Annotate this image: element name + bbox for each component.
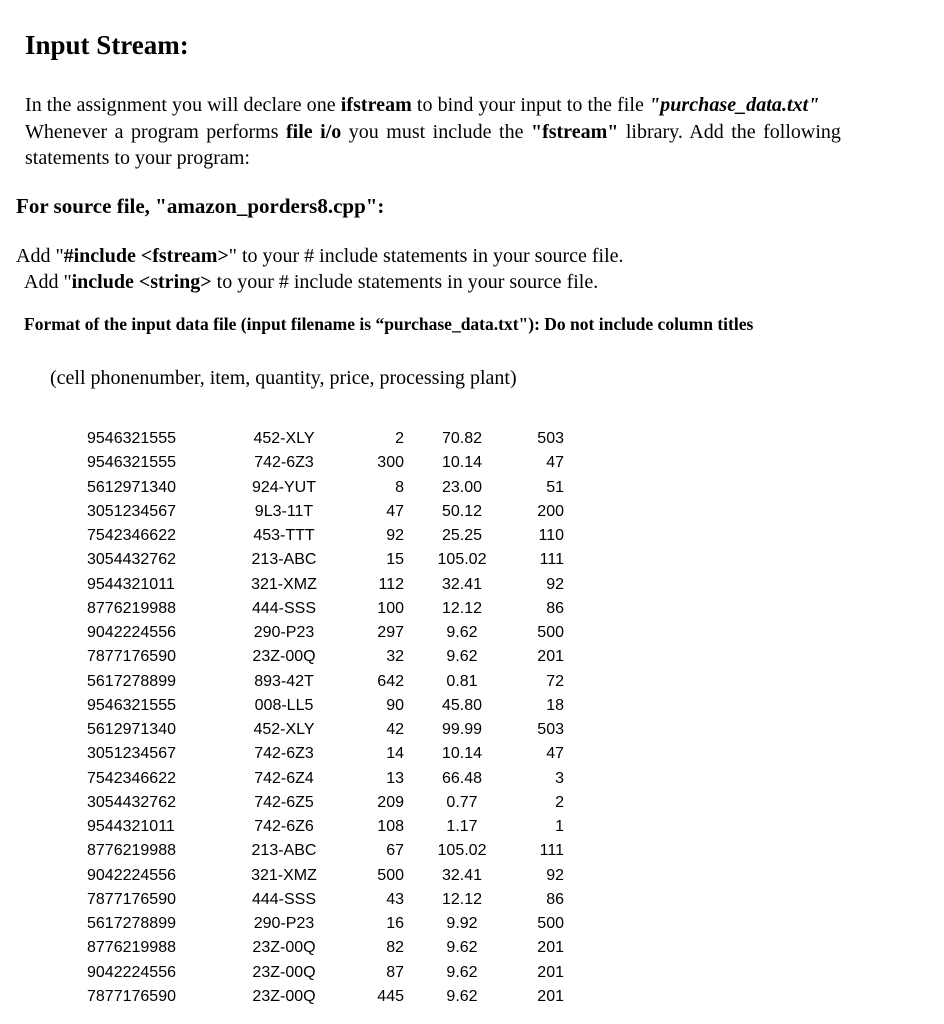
table-row [0,815,944,839]
quantity: 642 [377,672,404,690]
item-code: 290-P23 [253,624,315,641]
item-code: 924-YUT [251,478,317,496]
ifstream-keyword: ifstream [340,94,412,116]
processing-plant: 500 [537,915,564,932]
cell-phone-number: 9544321011 [87,818,175,835]
item-code: 213-ABC [251,551,317,569]
intro-line-2 [25,119,915,146]
price: 25.25 [441,527,483,544]
price: 12.12 [441,890,483,908]
quantity: 87 [386,963,404,981]
price: 12.12 [441,599,483,617]
price: 23.00 [441,478,483,496]
item-code: 23Z-00Q [252,963,316,981]
include-string-instruction [24,271,598,294]
processing-plant: 500 [537,624,564,641]
item-code: 008-LL5 [254,696,314,714]
quantity: 82 [386,939,404,957]
instruction-text: " to your # include statements in your source file. [228,245,624,267]
processing-plant: 3 [555,769,564,787]
include-fstream-code: #include <fstream> [63,245,229,267]
cell-phone-number: 8776219988 [87,842,176,860]
price: 105.02 [437,842,487,860]
item-code: 23Z-00Q [252,939,316,957]
price: 9.62 [446,987,478,1005]
table-row [0,864,944,888]
cell-phone-number: 9544321011 [87,575,175,593]
price: 66.48 [441,769,483,787]
cell-phone-number: 5617278899 [87,672,176,690]
cell-phone-number: 7877176590 [87,648,176,666]
page-title: Input Stream: [25,30,189,60]
quantity: 500 [377,866,404,884]
columns-description: (cell phonenumber, item, quantity, price, processing plant) [50,367,517,389]
cell-phone-number: 5612971340 [87,721,176,738]
cell-phone-number: 3051234567 [87,502,176,520]
price: 32.41 [441,866,483,884]
intro-text: In the assignment you will declare one [25,94,341,116]
item-code: 742-6Z3 [254,454,314,472]
item-code: 893-42T [254,672,314,690]
processing-plant: 1 [555,818,564,835]
quantity: 108 [377,818,404,835]
price: 9.62 [446,939,478,957]
processing-plant: 201 [537,987,564,1005]
processing-plant: 92 [546,575,564,593]
price: 9.62 [446,648,478,666]
processing-plant: 86 [546,890,564,908]
cell-phone-number: 7542346622 [87,769,176,787]
price: 0.77 [446,793,478,811]
processing-plant: 47 [546,745,564,763]
instruction-text: Add " [16,245,64,267]
price: 0.81 [446,672,478,690]
intro-text: to bind your input to the file [411,94,650,116]
item-code: 23Z-00Q [252,648,316,666]
processing-plant: 111 [539,551,564,569]
item-code: 213-ABC [251,842,317,860]
cell-phone-number: 3054432762 [87,551,176,569]
price: 99.99 [441,721,483,738]
processing-plant: 92 [546,866,564,884]
quantity: 297 [377,624,404,641]
processing-plant: 200 [537,502,564,520]
quantity: 14 [386,745,404,763]
quantity: 112 [378,575,404,593]
quantity: 16 [386,915,404,932]
table-row [0,767,944,791]
price: 9.62 [446,963,478,981]
cell-phone-number: 9042224556 [87,624,176,641]
table-row [0,645,944,669]
cell-phone-number: 5617278899 [87,915,176,932]
cell-phone-number: 9546321555 [87,430,176,447]
quantity: 15 [386,551,404,569]
cell-phone-number: 8776219988 [87,939,176,957]
cell-phone-number: 9042224556 [87,963,176,981]
item-code: 321-XMZ [251,575,317,593]
processing-plant: 201 [537,648,564,666]
price: 9.92 [446,915,478,932]
table-row [0,888,944,912]
processing-plant: 47 [546,454,564,472]
item-code: 23Z-00Q [252,987,316,1005]
table-row [0,573,944,597]
quantity: 13 [386,769,404,787]
item-code: 444-SSS [251,890,317,908]
table-row [0,670,944,694]
item-code: 452-XLY [253,430,315,447]
processing-plant: 18 [546,696,564,714]
processing-plant: 51 [546,478,564,496]
table-row [0,621,944,645]
price: 45.80 [441,696,483,714]
table-row [0,597,944,621]
table-row [0,500,944,524]
table-row [0,694,944,718]
item-code: 742-6Z4 [254,769,314,787]
item-code: 9L3-11T [254,502,314,520]
table-row [0,451,944,475]
table-row [0,742,944,766]
source-file-heading: For source file, "amazon_porders8.cpp": [16,194,385,218]
item-code: 453-TTT [253,527,315,544]
processing-plant: 86 [546,599,564,617]
cell-phone-number: 5612971340 [87,478,176,496]
item-code: 290-P23 [253,915,315,932]
item-code: 742-6Z6 [254,818,314,835]
quantity: 42 [386,721,404,738]
processing-plant: 503 [537,430,564,447]
processing-plant: 110 [538,527,564,544]
quantity: 32 [386,648,404,666]
cell-phone-number: 3054432762 [87,793,176,811]
quantity: 8 [395,478,404,496]
processing-plant: 201 [537,963,564,981]
fstream-library-name: "fstream" [530,120,619,143]
quantity: 92 [386,527,404,544]
price: 70.82 [441,430,483,447]
item-code: 452-XLY [253,721,315,738]
purchase-data-table [0,427,944,1009]
quantity: 2 [395,430,404,447]
item-code: 444-SSS [251,599,317,617]
table-row [0,524,944,548]
cell-phone-number: 9042224556 [87,866,176,884]
table-row [0,985,944,1009]
price: 1.17 [446,818,478,835]
table-row [0,839,944,863]
quantity: 43 [386,890,404,908]
processing-plant: 2 [555,793,564,811]
instruction-text: to your # include statements in your source file. [211,271,599,293]
table-row [0,718,944,742]
processing-plant: 72 [546,672,564,690]
instruction-text: Add " [24,271,72,293]
processing-plant: 201 [537,939,564,957]
input-filename: "purchase_data.txt" [649,94,820,116]
table-row [0,476,944,500]
table-row [0,548,944,572]
price: 9.62 [446,624,478,641]
price: 105.02 [437,551,487,569]
intro-text: library. Add the following [618,120,841,143]
price: 32.41 [441,575,483,593]
intro-text: you must include the [341,120,531,143]
price: 10.14 [441,454,483,472]
processing-plant: 503 [537,721,564,738]
cell-phone-number: 8776219988 [87,599,176,617]
quantity: 90 [386,696,404,714]
cell-phone-number: 3051234567 [87,745,176,763]
table-row [0,427,944,451]
table-row [0,791,944,815]
cell-phone-number: 9546321555 [87,454,176,472]
processing-plant: 111 [539,842,564,860]
quantity: 100 [377,599,404,617]
intro-line-1 [25,92,915,119]
table-row [0,961,944,985]
cell-phone-number: 7877176590 [87,890,176,908]
table-row [0,912,944,936]
include-fstream-instruction [16,245,624,268]
include-string-code: include <string> [71,271,212,293]
intro-paragraph [25,92,915,172]
cell-phone-number: 9546321555 [87,696,176,714]
intro-text: Whenever a program performs [25,120,286,143]
quantity: 300 [377,454,404,472]
price: 50.12 [441,502,483,520]
item-code: 321-XMZ [251,866,317,884]
item-code: 742-6Z5 [254,793,314,811]
table-row [0,936,944,960]
format-note: Format of the input data file (input filename is “purchase_data.txt"): Do not include column titles [24,314,754,334]
cell-phone-number: 7877176590 [87,987,176,1005]
quantity: 47 [386,502,404,520]
quantity: 67 [386,842,404,860]
file-io-keyword: file i/o [286,120,342,143]
intro-line-3: statements to your program: [25,147,250,169]
quantity: 445 [377,987,404,1005]
cell-phone-number: 7542346622 [87,527,176,544]
item-code: 742-6Z3 [254,745,314,763]
price: 10.14 [441,745,483,763]
quantity: 209 [377,793,404,811]
